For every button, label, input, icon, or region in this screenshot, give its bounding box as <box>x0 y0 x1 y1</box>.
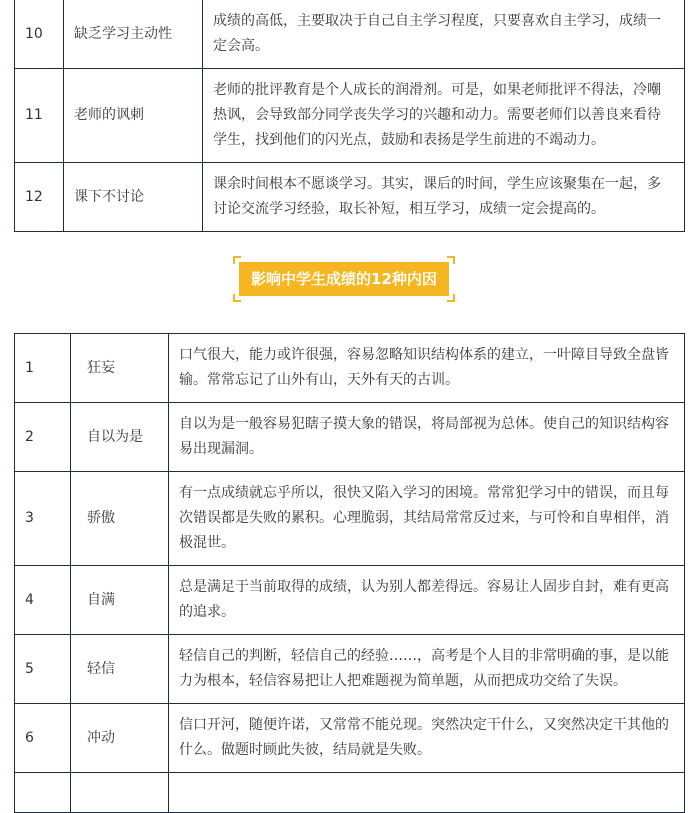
row-number: 5 <box>15 635 71 704</box>
table-row <box>15 472 685 566</box>
table-row <box>15 69 685 163</box>
cause-name: 狂妄 <box>71 334 169 403</box>
cause-description: 轻信自己的判断，轻信自己的经验……，高考是个人目的非常明确的事，是以能力为根本，轻信容易把让人把难题视为简单题，从而把成功交给了失误。 <box>169 635 685 704</box>
table-row <box>15 163 685 232</box>
section-heading-wrap <box>0 262 688 296</box>
cause-description <box>169 773 685 813</box>
cause-name: 轻信 <box>71 635 169 704</box>
table-row <box>15 403 685 472</box>
table-row <box>15 566 685 635</box>
row-number: 2 <box>15 403 71 472</box>
heading-corner-ornament <box>233 256 241 264</box>
heading-corner-ornament <box>233 294 241 302</box>
cause-description: 信口开河，随便许诺，又常常不能兑现。突然决定干什么，又突然决定干其他的什么。做题时顾此失彼，结局就是失败。 <box>169 704 685 773</box>
row-number: 11 <box>15 69 64 163</box>
row-number: 4 <box>15 566 71 635</box>
cause-name: 自满 <box>71 566 169 635</box>
causes-table-part1 <box>14 0 685 232</box>
cause-name: 自以为是 <box>71 403 169 472</box>
heading-corner-ornament <box>447 294 455 302</box>
cause-name: 缺乏学习主动性 <box>64 0 203 69</box>
section-heading <box>239 262 449 296</box>
row-number: 3 <box>15 472 71 566</box>
row-number: 10 <box>15 0 64 69</box>
row-number <box>15 773 71 813</box>
table-row <box>15 334 685 403</box>
row-number: 1 <box>15 334 71 403</box>
cause-description: 成绩的高低，主要取决于自己自主学习程度，只要喜欢自主学习，成绩一定会高。 <box>203 0 685 69</box>
cause-name <box>71 773 169 813</box>
cause-description: 有一点成绩就忘乎所以，很快又陷入学习的困境。常常犯学习中的错误，而且每次错误都是失败的累积。心理脆弱，其结局常常反过来，与可怜和自卑相伴，消极混世。 <box>169 472 685 566</box>
causes-table-part2 <box>14 333 685 813</box>
cause-description: 口气很大，能力或许很强，容易忽略知识结构体系的建立，一叶障目导致全盘皆输。常常忘记了山外有山，天外有天的古训。 <box>169 334 685 403</box>
row-number: 12 <box>15 163 64 232</box>
cause-description: 自以为是一般容易犯瞎子摸大象的错误，将局部视为总体。使自己的知识结构容易出现漏洞。 <box>169 403 685 472</box>
heading-corner-ornament <box>447 256 455 264</box>
table-row <box>15 635 685 704</box>
cause-description: 老师的批评教育是个人成长的润滑剂。可是，如果老师批评不得法，冷嘲热讽，会导致部分同学丧失学习的兴趣和动力。需要老师们以善良来看待学生，找到他们的闪光点，鼓励和表扬是学生前进的不竭动力。 <box>203 69 685 163</box>
cause-description: 总是满足于当前取得的成绩，认为别人都差得远。容易让人固步自封，难有更高的追求。 <box>169 566 685 635</box>
row-number: 6 <box>15 704 71 773</box>
table-row <box>15 0 685 69</box>
cause-name: 骄傲 <box>71 472 169 566</box>
section-heading-text: 影响中学生成绩的12种内因 <box>251 270 437 288</box>
cause-description: 课余时间根本不愿谈学习。其实，课后的时间，学生应该聚集在一起，多讨论交流学习经验，取长补短，相互学习，成绩一定会提高的。 <box>203 163 685 232</box>
cause-name: 冲动 <box>71 704 169 773</box>
cause-name: 老师的讽刺 <box>64 69 203 163</box>
table-row <box>15 704 685 773</box>
table-row <box>15 773 685 813</box>
cause-name: 课下不讨论 <box>64 163 203 232</box>
